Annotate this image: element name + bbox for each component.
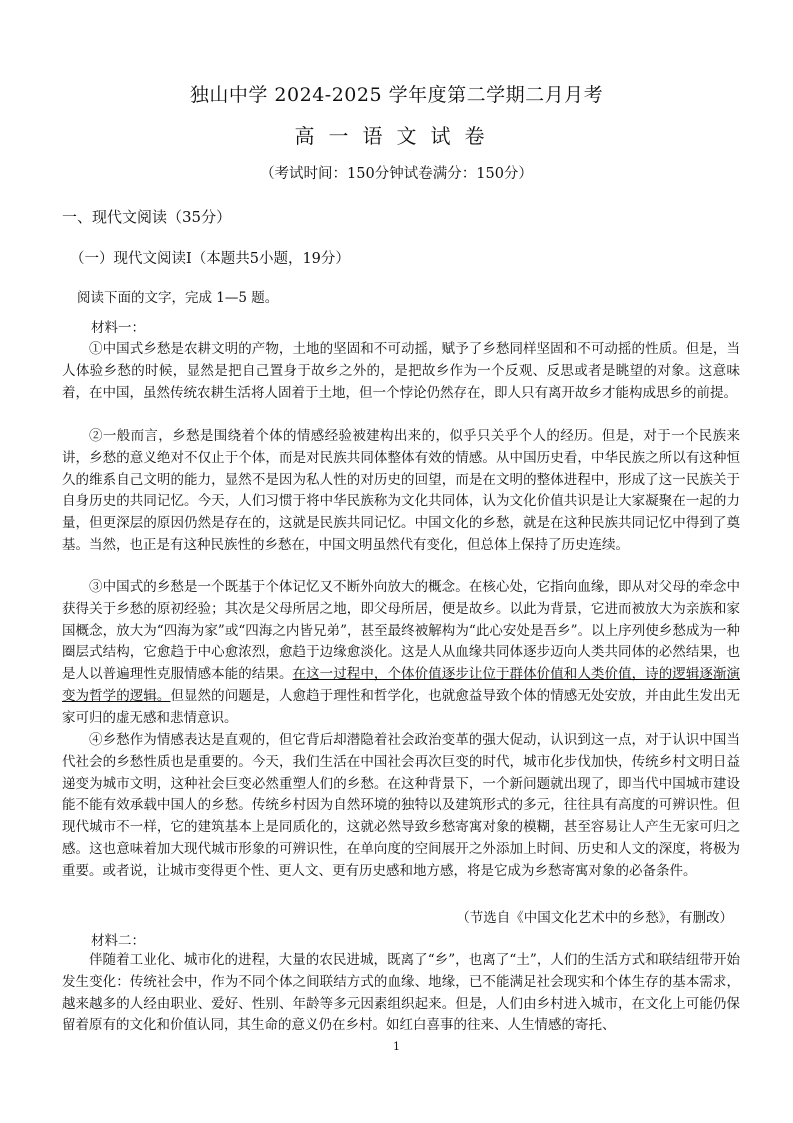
material2-paragraph-1: 伴随着工业化、城市化的进程，大量的农民进城，既离了“乡”，也离了“土”，人们的生活方式和联结纽带开始发生变化：传统社会中，作为不同个体之间联结方式的血缘、地缘，已不能满足社会现实和个体生存的基本需求，越来越多的人经由职业、爱好、性别、年龄等多元因素组织起来。但是，人们由乡村进入城市，在文化上可能仍保留着原有的文化和价值认同，其生命的意义仍在乡村。如红白喜事的往来、人生情感的寄托、: [62, 952, 740, 1034]
material1-p3-text-b: 但显然的问题是，人愈趋于理性和哲学化，也就愈益导致个体的情感无处安放，并由此生发出无家可归的虚无感和悲情意识。: [62, 687, 741, 726]
material1-source: （节选自《中国文化艺术中的乡愁》，有删改）: [456, 910, 733, 926]
exam-info: （考试时间：150分钟试卷满分：150分）: [260, 166, 533, 182]
material2-label: 材料二：: [91, 933, 145, 949]
reading-instruction: 阅读下面的文字，完成 1—5 题。: [77, 290, 279, 306]
material1-p3-underlined: 在这一过程中，个体价值逐步让位于群体价值和人类价值，诗的逻辑逐渐演变为哲学的逻辑。: [62, 666, 741, 704]
material1-label: 材料一：: [91, 320, 145, 336]
material1-paragraph-2: ②一般而言，乡愁是围绕着个体的情感经验被建构出来的，似乎只关乎个人的经历。但是，对于一个民族来讲，乡愁的意义绝对不仅止于个体，而是对民族共同体整体有效的情感。从中国历史看，中华民族之所以有这种恒久的维系自己文明的能力，显然不是因为私人性的对历史的回望，而是在文明的整体进程中，形成了这一民族关于自身历史的共同记忆。今天，人们习惯于将中华民族称为文化共同体，认为文化价值共识是让大家凝聚在一起的力量，但更深层的原因仍然是存在的，这就是民族共同记忆。中国文化的乡愁，就是在这种民族共同记忆中得到了奠基。当然，也正是有这种民族性的乡愁在，中国文明虽然代有变化，但总体上保持了历史连续。: [62, 428, 740, 553]
exam-subtitle: 高一语文试卷: [294, 124, 499, 148]
material1-paragraph-1: ①中国式乡愁是农耕文明的产物，土地的坚固和不可动摇，赋予了乡愁同样坚固和不可动摇的性质。但是，当人体验乡愁的时候，显然是把自己置身于故乡之外的，是把故乡作为一个反观、反思或者是眺望的对象。这意味着，在中国，虽然传统农耕生活将人固着于土地，但一个悖论仍然存在，即人只有离开故乡才能构成思乡的前提。: [62, 341, 740, 401]
material1-paragraph-4: ④乡愁作为情感表达是直观的，但它背后却潜隐着社会政治变革的强大促动，认识到这一点，对于认识中国当代社会的乡愁性质也是重要的。今天，我们生活在中国社会再次巨变的时代，城市化步伐加快，传统乡村文明日益递变为城市文明，这种社会巨变必然重塑人们的乡愁。在这种背景下，一个新问题就出现了，即当代中国城市建设能不能有效承载中国人的乡愁。传统乡村因为自然环境的独特以及建筑形式的多元，往往具有高度的可辨识性。但现代城市不一样，它的建筑基本上是同质化的，这就必然导致乡愁寄寓对象的模糊，甚至容易让人产生无家可归之感。这也意味着加大现代城市形象的可辨识性，在单向度的空间展开之外添加上时间、历史和人文的深度，将极为重要。或者说，让城市变得更个性、更人文、更有历史感和地方感，将是它成为乡愁寄寓对象的必备条件。: [62, 732, 740, 879]
exam-title: 独山中学 2024-2025 学年度第二学期二月月考: [189, 84, 604, 106]
section-heading: 一、现代文阅读（35分）: [62, 208, 232, 226]
page-number: 1: [393, 1040, 400, 1053]
material1-paragraph-3: [62, 577, 740, 730]
material1-p3-text-a: ③中国式的乡愁是一个既基于个体记忆又不断外向放大的概念。在核心处，它指向血缘，即从对父母的牵念中获得关于乡愁的原初经验；其次是父母所居之地，即父母所居，便是故乡。以此为背景，它进而被放大为亲族和家国概念，放大为“四海为家”或“四海之内皆兄弟”，甚至最终被解构为“此心安处是吾乡”。以上序列使乡愁成为一种圈层式结构，它愈趋于中心愈浓烈，愈趋于边缘愈淡化。这是人从血缘共同体逐步迈向人类共同体的必然结果，也是人以普遍理性克服情感本能的结果。: [62, 579, 740, 683]
subsection-heading: （一）现代文阅读Ⅰ（本题共5小题，19分）: [70, 251, 350, 267]
